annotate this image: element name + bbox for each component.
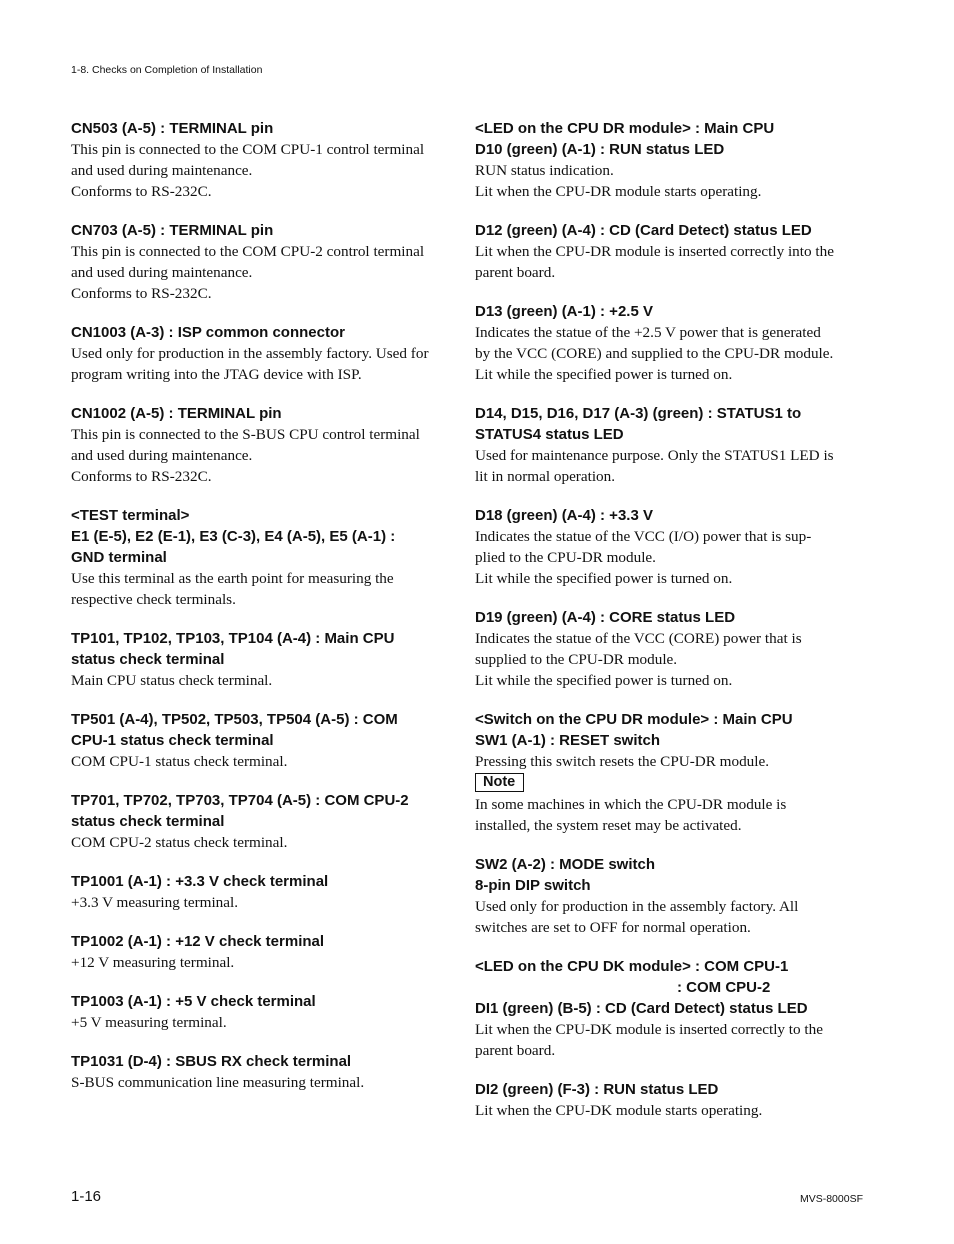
body-line: Indicates the statue of the VCC (I/O) power that is sup- xyxy=(475,528,812,545)
section-heading: TP1003 (A-1) : +5 V check terminal xyxy=(71,993,316,1010)
section-heading: D14, D15, D16, D17 (A-3) (green) : STATUS1 to xyxy=(475,405,802,422)
body-line: Indicates the statue of the +2.5 V power that is generated xyxy=(475,324,821,341)
section-heading: D13 (green) (A-1) : +2.5 V xyxy=(475,303,653,320)
body-line: and used during maintenance. xyxy=(71,447,253,464)
section-heading: TP701, TP702, TP703, TP704 (A-5) : COM CPU-2 xyxy=(71,792,409,809)
running-header: 1-8. Checks on Completion of Installation xyxy=(71,64,263,76)
body-line: Main CPU status check terminal. xyxy=(71,672,273,689)
section-heading: E1 (E-5), E2 (E-1), E3 (C-3), E4 (A-5), E5 (A-1) : xyxy=(71,528,396,545)
section-cn1003 xyxy=(71,322,446,385)
body-line: Lit while the specified power is turned on. xyxy=(475,366,733,383)
section-heading: TP1002 (A-1) : +12 V check terminal xyxy=(71,933,325,950)
note-line: In some machines in which the CPU-DR module is xyxy=(475,796,787,813)
body-line: COM CPU-1 status check terminal. xyxy=(71,753,288,770)
section-heading: SW1 (A-1) : RESET switch xyxy=(475,732,661,749)
page-number: 1-16 xyxy=(71,1188,102,1205)
body-line: Conforms to RS-232C. xyxy=(71,468,212,485)
section-heading: DI1 (green) (B-5) : CD (Card Detect) status LED xyxy=(475,1000,808,1017)
section-led-cpu-dr xyxy=(475,118,855,202)
body-line: S-BUS communication line measuring terminal. xyxy=(71,1074,365,1091)
section-heading: CN1003 (A-3) : ISP common connector xyxy=(71,324,345,341)
body-line: Conforms to RS-232C. xyxy=(71,183,212,200)
section-tp1031 xyxy=(71,1051,446,1093)
section-heading: CN1002 (A-5) : TERMINAL pin xyxy=(71,405,282,422)
section-tp101 xyxy=(71,628,446,691)
right-column xyxy=(475,118,855,1139)
body-line: Used for maintenance purpose. Only the STATUS1 LED is xyxy=(475,447,834,464)
section-d13 xyxy=(475,301,855,385)
section-heading: STATUS4 status LED xyxy=(475,426,624,443)
body-line: and used during maintenance. xyxy=(71,264,253,281)
section-heading: D19 (green) (A-4) : CORE status LED xyxy=(475,609,736,626)
left-column xyxy=(71,118,446,1111)
section-heading: DI2 (green) (F-3) : RUN status LED xyxy=(475,1081,719,1098)
body-line: and used during maintenance. xyxy=(71,162,253,179)
body-line: parent board. xyxy=(475,1042,556,1059)
body-line: Indicates the statue of the VCC (CORE) power that is xyxy=(475,630,802,647)
section-heading: <LED on the CPU DR module> : Main CPU xyxy=(475,120,775,137)
body-line: Lit when the CPU-DR module starts operating. xyxy=(475,183,762,200)
body-line: Conforms to RS-232C. xyxy=(71,285,212,302)
section-heading: status check terminal xyxy=(71,813,225,830)
note-label: Note xyxy=(475,773,524,792)
section-tp501 xyxy=(71,709,446,772)
section-heading: <Switch on the CPU DR module> : Main CPU xyxy=(475,711,793,728)
note-line: installed, the system reset may be activated. xyxy=(475,817,742,834)
section-heading: TP1001 (A-1) : +3.3 V check terminal xyxy=(71,873,329,890)
body-line: switches are set to OFF for normal operation. xyxy=(475,919,751,936)
body-line: lit in normal operation. xyxy=(475,468,616,485)
body-line: +12 V measuring terminal. xyxy=(71,954,235,971)
section-tp701 xyxy=(71,790,446,853)
section-heading: D10 (green) (A-1) : RUN status LED xyxy=(475,141,725,158)
section-d18 xyxy=(475,505,855,589)
section-heading: TP101, TP102, TP103, TP104 (A-4) : Main CPU xyxy=(71,630,395,647)
body-line: Use this terminal as the earth point for measuring the xyxy=(71,570,394,587)
body-line: This pin is connected to the S-BUS CPU control terminal xyxy=(71,426,420,443)
body-line: This pin is connected to the COM CPU-1 control terminal xyxy=(71,141,425,158)
body-line: Used only for production in the assembly factory. Used for xyxy=(71,345,429,362)
section-cn503 xyxy=(71,118,446,202)
body-line: +3.3 V measuring terminal. xyxy=(71,894,239,911)
body-line: COM CPU-2 status check terminal. xyxy=(71,834,288,851)
section-heading: D18 (green) (A-4) : +3.3 V xyxy=(475,507,653,524)
section-d12 xyxy=(475,220,855,283)
body-line: Pressing this switch resets the CPU-DR module. xyxy=(475,753,770,770)
section-sw1 xyxy=(475,709,855,836)
section-heading: <LED on the CPU DK module> : COM CPU-1 xyxy=(475,958,789,975)
section-tp1002 xyxy=(71,931,446,973)
section-heading: CPU-1 status check terminal xyxy=(71,732,274,749)
section-heading: CN703 (A-5) : TERMINAL pin xyxy=(71,222,274,239)
section-heading: TP501 (A-4), TP502, TP503, TP504 (A-5) : COM xyxy=(71,711,398,728)
section-d19 xyxy=(475,607,855,691)
section-cn703 xyxy=(71,220,446,304)
section-heading: CN503 (A-5) : TERMINAL pin xyxy=(71,120,274,137)
section-heading: GND terminal xyxy=(71,549,167,566)
body-line: +5 V measuring terminal. xyxy=(71,1014,227,1031)
section-heading: D12 (green) (A-4) : CD (Card Detect) status LED xyxy=(475,222,812,239)
body-line: Lit when the CPU-DK module starts operating. xyxy=(475,1102,763,1119)
body-line: respective check terminals. xyxy=(71,591,236,608)
section-test-terminal xyxy=(71,505,446,610)
section-sw2 xyxy=(475,854,855,938)
body-line: program writing into the JTAG device with ISP. xyxy=(71,366,362,383)
body-line: plied to the CPU-DR module. xyxy=(475,549,656,566)
section-heading: SW2 (A-2) : MODE switch xyxy=(475,856,656,873)
body-line: Lit when the CPU-DK module is inserted correctly to the xyxy=(475,1021,823,1038)
body-line: RUN status indication. xyxy=(475,162,614,179)
body-line: parent board. xyxy=(475,264,556,281)
section-tp1003 xyxy=(71,991,446,1033)
section-di2 xyxy=(475,1079,855,1121)
section-tp1001 xyxy=(71,871,446,913)
section-led-cpu-dk xyxy=(475,956,855,1061)
body-line: Used only for production in the assembly factory. All xyxy=(475,898,799,915)
section-heading: status check terminal xyxy=(71,651,225,668)
body-line: Lit while the specified power is turned on. xyxy=(475,570,733,587)
section-heading: TP1031 (D-4) : SBUS RX check terminal xyxy=(71,1053,352,1070)
section-heading: 8-pin DIP switch xyxy=(475,877,591,894)
section-d14-d17 xyxy=(475,403,855,487)
body-line: Lit while the specified power is turned on. xyxy=(475,672,733,689)
model-code: MVS-8000SF xyxy=(799,1193,863,1205)
body-line: by the VCC (CORE) and supplied to the CPU-DR module. xyxy=(475,345,834,362)
body-line: Lit when the CPU-DR module is inserted correctly into the xyxy=(475,243,834,260)
section-heading: <TEST terminal> xyxy=(71,507,190,524)
body-line: This pin is connected to the COM CPU-2 control terminal xyxy=(71,243,425,260)
section-heading: : COM CPU-2 xyxy=(677,979,771,996)
section-cn1002 xyxy=(71,403,446,487)
body-line: supplied to the CPU-DR module. xyxy=(475,651,678,668)
